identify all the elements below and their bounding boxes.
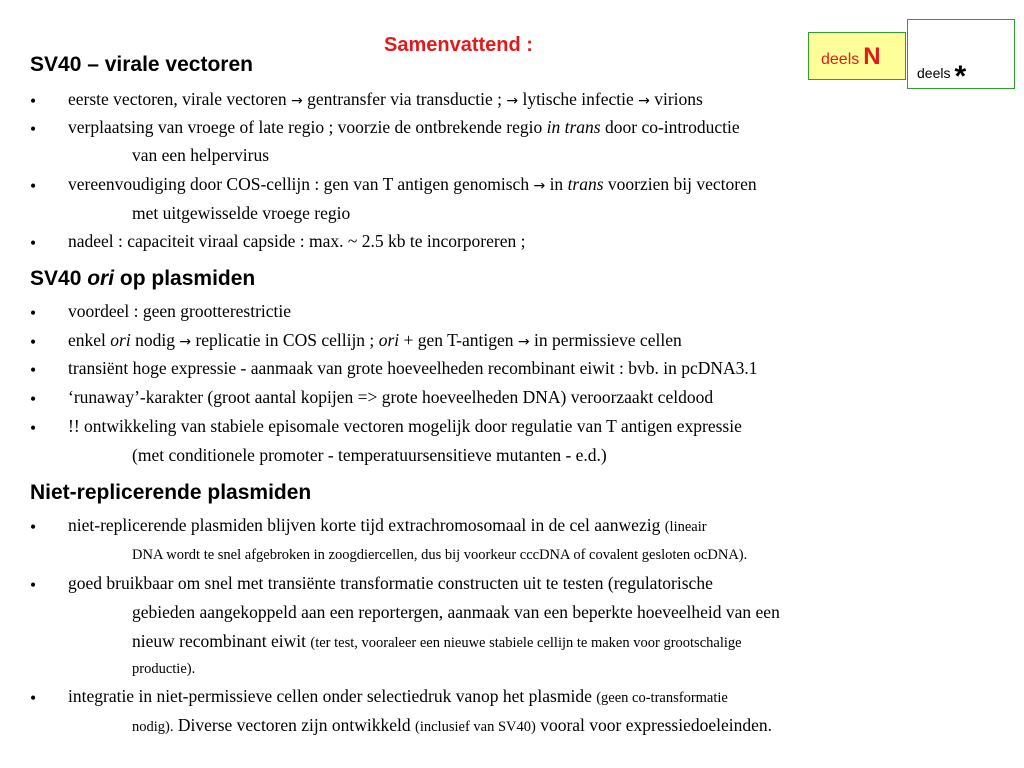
arrow-icon: → — [533, 178, 546, 194]
bullet: • — [30, 332, 37, 352]
section-heading: Niet-replicerende plasmiden — [30, 481, 312, 504]
bullet: • — [30, 688, 37, 708]
section-heading: SV40 ori op plasmiden — [30, 267, 256, 290]
bullet: • — [30, 418, 37, 438]
list-item: vereenvoudiging door COS-cellijn : gen van T antigen genomisch → in trans voorzien bij vectoren — [68, 174, 757, 194]
list-item-continuation: nieuw recombinant eiwit (ter test, vooraleer een nieuwe stabiele cellijn te maken voor grootschalige — [132, 631, 742, 651]
badge-mark: N — [863, 43, 881, 70]
list-item: voordeel : geen grootterestrictie — [68, 301, 292, 321]
bullet: • — [30, 575, 37, 595]
section-heading: SV40 – virale vectoren — [30, 53, 253, 76]
bullet: • — [30, 176, 37, 196]
badge-mark: * — [954, 60, 967, 93]
list-item: goed bruikbaar om snel met transiënte transformatie constructen uit te testen (regulatorische — [68, 573, 713, 593]
deels-n-badge — [808, 32, 906, 80]
list-item: nadeel : capaciteit viraal capside : max. ~ 2.5 kb te incorporeren ; — [68, 231, 526, 251]
list-item: verplaatsing van vroege of late regio ; voorzie de ontbrekende regio in trans door co-introductie — [68, 117, 740, 137]
list-item: integratie in niet-permissieve cellen onder selectiedruk vanop het plasmide (geen co-transformatie — [68, 686, 728, 706]
list-item: ‘runaway’-karakter (groot aantal kopijen => grote hoeveelheden DNA) veroorzaakt celdood — [68, 387, 714, 407]
list-item-continuation: productie). — [132, 661, 196, 677]
list-item: transiënt hoge expressie - aanmaak van grote hoeveelheden recombinant eiwit : bvb. in pcDNA3.1 — [68, 358, 758, 378]
badge-label: deels — [821, 51, 860, 68]
list-item-continuation: (met conditionele promoter - temperatuursensitieve mutanten - e.d.) — [132, 445, 607, 465]
bullet: • — [30, 517, 37, 537]
list-item-continuation: met uitgewisselde vroege regio — [132, 203, 351, 223]
list-item: niet-replicerende plasmiden blijven korte tijd extrachromosomaal in de cel aanwezig (lineair — [68, 515, 707, 535]
bullet: • — [30, 360, 37, 380]
list-item: !! ontwikkeling van stabiele episomale vectoren mogelijk door regulatie van T antigen expressie — [68, 416, 742, 436]
arrow-icon: → — [291, 93, 303, 109]
bullet: • — [30, 91, 37, 111]
list-item-continuation: nodig). Diverse vectoren zijn ontwikkeld (inclusief van SV40) vooral voor expressiedoeleinden. — [132, 715, 773, 735]
bullet: • — [30, 389, 37, 409]
bullet: • — [30, 303, 37, 323]
bullet: • — [30, 233, 37, 253]
arrow-icon: → — [179, 334, 192, 350]
arrow-icon: → — [638, 93, 650, 109]
deels-star-badge — [907, 19, 1015, 93]
list-item-continuation: DNA wordt te snel afgebroken in zoogdiercellen, dus bij voorkeur cccDNA of covalent gesloten ocDNA). — [132, 547, 748, 563]
list-item-continuation: van een helpervirus — [132, 145, 270, 165]
badge-label: deels — [917, 65, 951, 81]
arrow-icon: → — [506, 93, 519, 109]
slide-title: Samenvattend : — [384, 34, 533, 56]
arrow-icon: → — [517, 334, 530, 350]
list-item: enkel ori nodig → replicatie in COS cellijn ; ori + gen T-antigen → in permissieve cellen — [68, 330, 682, 350]
list-item-continuation: gebieden aangekoppeld aan een reportergen, aanmaak van een beperkte hoeveelheid van een — [132, 602, 780, 622]
bullet: • — [30, 119, 37, 139]
list-item: eerste vectoren, virale vectoren → gentransfer via transductie ; → lytische infectie → virions — [68, 89, 703, 109]
